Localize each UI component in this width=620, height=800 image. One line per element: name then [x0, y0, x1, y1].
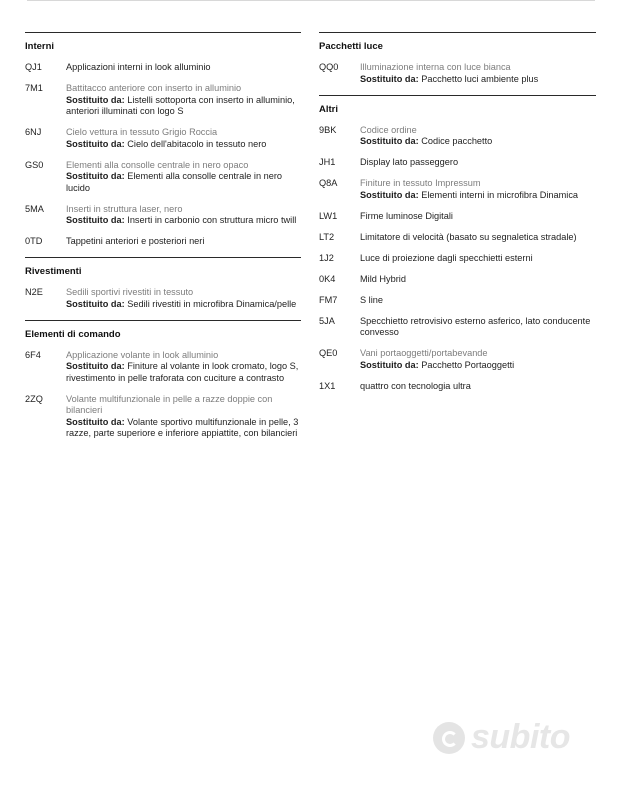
option-text: Specchietto retrovisivo esterno asferico, lato conducente convesso: [360, 315, 591, 337]
section-title: Pacchetti luce: [319, 41, 383, 52]
replacement-text: Cielo dell'abitacolo in tessuto nero: [127, 138, 267, 149]
option-code: 6NJ: [25, 127, 42, 137]
item-list: [25, 350, 301, 440]
option-code: QJ1: [25, 62, 42, 72]
option-code: N2E: [25, 287, 43, 297]
replacement: [360, 74, 596, 86]
replacement-text: Sedili rivestiti in microfibra Dinamica/pelle: [127, 298, 297, 309]
option-description: [66, 350, 301, 385]
option-row: [319, 295, 596, 307]
replacement: [360, 360, 596, 372]
left-column: [25, 32, 301, 449]
replacement-label: Sostituito da:: [360, 136, 419, 146]
replacement-text: Volante sportivo multifunzionale in pelle, 3 razze, parte superiore e inferiore appiattite, con bilancieri: [66, 416, 299, 438]
option-text: quattro con tecnologia ultra: [360, 380, 471, 391]
option-row: [25, 204, 301, 227]
option-row: [319, 316, 596, 339]
section-title: Elementi di comando: [25, 328, 121, 340]
option-text: Applicazione volante in look alluminio: [66, 349, 219, 360]
item-list: [319, 125, 596, 393]
option-code: LT2: [319, 231, 335, 242]
replacement-text: Codice pacchetto: [421, 136, 493, 146]
option-description: [360, 125, 596, 148]
option-code: 0TD: [25, 236, 43, 246]
replacement-text: Elementi alla consolle centrale in nero lucido: [66, 171, 283, 193]
option-description: [360, 381, 596, 393]
option-code: LW1: [319, 210, 338, 221]
section-rivestimenti: [25, 257, 301, 310]
replacement: [66, 95, 301, 118]
option-code: 0K4: [319, 273, 336, 284]
option-row: [25, 62, 301, 74]
option-row: [25, 394, 301, 440]
replacement: [360, 190, 596, 202]
option-description: [360, 295, 596, 307]
option-row: [319, 125, 596, 148]
replacement-text: Elementi interni in microfibra Dinamica: [421, 189, 579, 200]
option-description: [360, 274, 596, 286]
option-row: [319, 348, 596, 371]
option-text: Volante multifunzionale in pelle a razze doppie con bilancieri: [66, 393, 273, 415]
replacement-text: Inserti in carbonio con struttura micro twill: [127, 215, 297, 225]
replacement-label: Sostituito da:: [66, 138, 125, 149]
replacement-label: Sostituito da:: [66, 298, 125, 309]
option-row: [319, 253, 596, 265]
item-list: [319, 62, 596, 85]
replacement: [360, 136, 596, 148]
option-row: [25, 236, 301, 248]
option-description: [66, 83, 301, 118]
option-code: QE0: [319, 348, 338, 358]
option-code: GS0: [25, 159, 44, 170]
option-text: Vani portaoggetti/portabevande: [360, 348, 488, 358]
replacement-text: Finiture al volante in look cromato, logo S, rivestimento in pelle traforata con cuciture a contrasto: [66, 361, 299, 383]
option-text: Inserti in struttura laser, nero: [66, 203, 183, 214]
option-text: Finiture in tessuto Impressum: [360, 178, 481, 188]
option-text: Elementi alla consolle centrale in nero opaco: [66, 159, 249, 170]
option-description: [360, 316, 596, 339]
option-description: [360, 348, 596, 371]
option-description: [360, 157, 596, 169]
replacement-label: Sostituito da:: [360, 189, 419, 200]
option-text: Limitatore di velocità (basato su segnaletica stradale): [360, 231, 577, 242]
replacement-label: Sostituito da:: [66, 416, 125, 427]
option-row: [319, 157, 596, 169]
replacement: [66, 139, 301, 151]
top-divider: [27, 0, 595, 1]
option-code: QQ0: [319, 62, 339, 72]
replacement-text: Listelli sottoporta con inserto in alluminio, anteriori illuminati con logo S: [66, 94, 295, 116]
option-description: [66, 127, 301, 150]
option-text: Tappetini anteriori e posteriori neri: [66, 236, 205, 246]
option-code: 7M1: [25, 83, 43, 93]
option-description: [360, 62, 596, 85]
option-text: S line: [360, 294, 383, 305]
option-description: [66, 160, 301, 195]
section-title: Interni: [25, 41, 55, 52]
option-row: [319, 62, 596, 85]
option-description: [66, 204, 301, 227]
option-row: [319, 178, 596, 201]
option-description: [360, 211, 596, 223]
option-code: 5JA: [319, 315, 335, 326]
option-code: JH1: [319, 157, 336, 167]
option-text: Applicazioni interni in look alluminio: [66, 62, 211, 72]
replacement: [66, 171, 301, 194]
option-row: [25, 160, 301, 195]
option-code: Q8A: [319, 178, 338, 188]
replacement: [66, 417, 301, 440]
item-list: [25, 287, 301, 310]
option-text: Cielo vettura in tessuto Grigio Roccia: [66, 127, 218, 137]
option-text: Mild Hybrid: [360, 273, 406, 284]
section-title: Rivestimenti: [25, 266, 82, 277]
option-description: [360, 253, 596, 265]
replacement-text: Pacchetto Portaoggetti: [421, 359, 515, 370]
replacement-text: Pacchetto luci ambiente plus: [421, 73, 539, 84]
option-code: 1J2: [319, 252, 334, 263]
replacement-label: Sostituito da:: [360, 73, 419, 84]
replacement-label: Sostituito da:: [360, 359, 419, 370]
option-row: [319, 232, 596, 244]
option-row: [25, 350, 301, 385]
option-text: Sedili sportivi rivestiti in tessuto: [66, 287, 194, 297]
replacement: [66, 299, 301, 311]
option-text: Display lato passeggero: [360, 157, 459, 167]
section-pacchetti-luce: [319, 32, 596, 85]
option-description: [360, 232, 596, 244]
watermark: [433, 718, 570, 757]
replacement-label: Sostituito da:: [66, 215, 125, 225]
option-code: 6F4: [25, 349, 41, 360]
option-code: 1X1: [319, 380, 336, 391]
option-row: [25, 287, 301, 310]
option-description: [66, 236, 301, 248]
replacement: [66, 361, 301, 384]
option-text: Battitacco anteriore con inserto in alluminio: [66, 83, 242, 93]
subito-logo-icon: [433, 722, 465, 754]
option-code: 9BK: [319, 124, 337, 135]
option-row: [319, 274, 596, 286]
option-code: 5MA: [25, 203, 44, 214]
option-row: [319, 211, 596, 223]
right-column: [319, 32, 596, 402]
option-text: Illuminazione interna con luce bianca: [360, 62, 511, 72]
option-description: [66, 394, 301, 440]
replacement-label: Sostituito da:: [66, 94, 125, 105]
option-code: 2ZQ: [25, 393, 43, 404]
section-title: Altri: [319, 103, 338, 115]
replacement-label: Sostituito da:: [66, 361, 125, 371]
option-row: [319, 381, 596, 393]
option-text: Codice ordine: [360, 124, 417, 135]
option-row: [25, 127, 301, 150]
option-code: FM7: [319, 294, 338, 305]
section-altri: [319, 95, 596, 393]
replacement: [66, 215, 301, 227]
option-description: [66, 287, 301, 310]
option-text: Firme luminose Digitali: [360, 210, 453, 221]
option-description: [66, 62, 301, 74]
option-text: Luce di proiezione dagli specchietti esterni: [360, 252, 533, 263]
option-row: [25, 83, 301, 118]
item-list: [25, 62, 301, 248]
section-elementi-di-comando: [25, 320, 301, 440]
section-interni: [25, 32, 301, 248]
watermark-text: subito: [471, 718, 570, 756]
option-description: [360, 178, 596, 201]
replacement-label: Sostituito da:: [66, 171, 125, 181]
